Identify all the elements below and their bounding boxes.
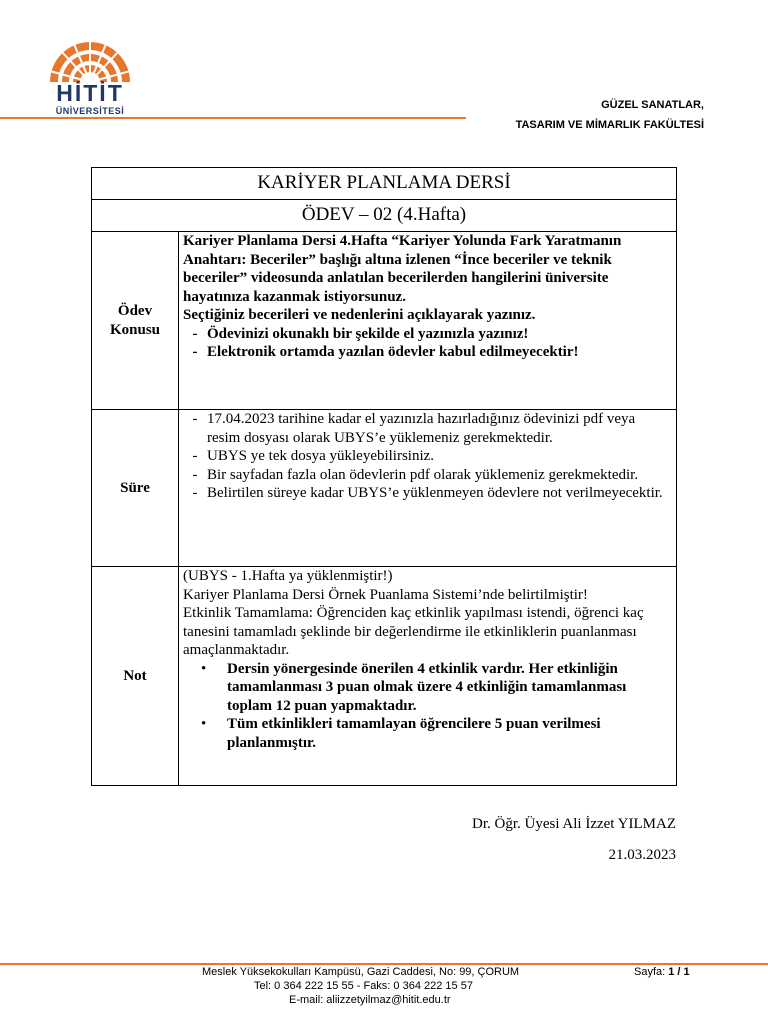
dash-icon: - — [192, 325, 198, 342]
signature-date: 21.03.2023 — [608, 847, 676, 863]
assignment-table — [91, 167, 677, 786]
table-row-sure — [92, 410, 677, 567]
table-row-konu — [92, 232, 677, 410]
not-line-3: Etkinlik Tamamlama: Öğrenciden kaç etkinlik yapılması istendi, öğrenci kaç tanesini tamamladı şeklinde bir değerlendirme ile etkinliklerin puanlanması amaçlanmaktadır. — [183, 605, 644, 658]
logo-subtitle: ÜNİVERSİTESİ — [55, 106, 125, 116]
list-item: - 17.04.2023 tarihine kadar el yazınızla hazırladığınız ödevinizi pdf veya resim dosyası olarak UBYS’e yüklemeniz gerekmektedir. — [183, 410, 670, 447]
list-item: - Belirtilen süreye kadar UBYS’e yüklenmeyen ödevlere not verilmeyecektir. — [183, 484, 670, 503]
list-item: - Ödevinizi okunaklı bir şekilde el yazınızla yazınız! — [183, 325, 670, 344]
label-sure: Süre — [92, 410, 179, 567]
konu-instruction: Seçtiğiniz becerileri ve nedenlerini açıklayarak yazınız. — [183, 307, 536, 323]
content-cell-sure — [179, 410, 677, 567]
footer-email: E-mail: aliizzetyilmaz@hitit.edu.tr — [289, 994, 451, 1006]
bullet-icon: • — [201, 716, 207, 732]
label-konusu: Konusu — [109, 321, 161, 338]
list-item: • Dersin yönergesinde önerilen 4 etkinlik vardır. Her etkinliğin tamamlanması 3 puan olmak üzere 4 etkinliğin tamamlanması toplam 12 puan yapmaktadır. — [183, 660, 670, 716]
list-item: - Elektronik ortamda yazılan ödevler kabul edilmeyecektir! — [183, 343, 670, 362]
table-subtitle-row — [92, 200, 677, 232]
list-item: - Bir sayfadan fazla olan ödevlerin pdf olarak yüklemeniz gerekmektedir. — [183, 466, 670, 485]
faculty-name-line-1: GÜZEL SANATLAR, — [601, 99, 704, 111]
course-title: KARİYER PLANLAMA DERSİ — [92, 168, 677, 200]
bullet-icon: • — [201, 660, 207, 677]
footer-divider — [0, 963, 768, 965]
dash-icon: - — [192, 344, 198, 360]
label-odev: Ödev — [117, 303, 153, 319]
not-line-2: Kariyer Planlama Dersi Örnek Puanlama Sistemi’nde belirtilmiştir! — [183, 586, 588, 603]
faculty-name-line-2: TASARIM VE MİMARLIK FAKÜLTESİ — [515, 119, 704, 131]
page-number — [634, 966, 690, 978]
dash-icon: - — [192, 485, 198, 501]
not-line-1: (UBYS - 1.Hafta ya yüklenmiştir!) — [183, 568, 393, 584]
logo-name: HİTİT — [56, 80, 124, 106]
assignment-title: ÖDEV – 02 (4.Hafta) — [92, 200, 677, 232]
signature-name: Dr. Öğr. Üyesi Ali İzzet YILMAZ — [472, 816, 676, 832]
label-not: Not — [92, 567, 179, 786]
label-cell-konu — [92, 232, 179, 410]
content-cell-konu — [179, 232, 677, 410]
dash-icon: - — [192, 466, 198, 483]
konu-paragraph: Kariyer Planlama Dersi 4.Hafta “Kariyer Yolunda Fark Yaratmanın Anahtarı: Beceriler” başlığı altına izlenen “İnce beceriler ve teknik beceriler” videosunda anlatılan becerilerden hangilerini üniversite hayatınıza kazanmak istiyorsunuz. — [183, 233, 622, 305]
list-item: • Tüm etkinlikleri tamamlayan öğrencilere 5 puan verilmesi planlanmıştır. — [183, 715, 670, 752]
page-label: Sayfa: — [634, 966, 666, 978]
page-value: 1 / 1 — [668, 966, 690, 978]
table-row-not — [92, 567, 677, 786]
logo-dome-icon — [42, 40, 138, 84]
content-cell-not — [179, 567, 677, 786]
header-divider — [0, 117, 466, 119]
dash-icon: - — [192, 448, 198, 464]
footer-phone: Tel: 0 364 222 15 55 - Faks: 0 364 222 15 57 — [254, 980, 473, 992]
footer-address: Meslek Yüksekokulları Kampüsü, Gazi Caddesi, No: 99, ÇORUM — [202, 966, 520, 978]
table-title-row — [92, 168, 677, 200]
list-item: - UBYS ye tek dosya yükleyebilirsiniz. — [183, 447, 670, 466]
dash-icon: - — [192, 411, 198, 427]
university-logo — [42, 40, 138, 124]
